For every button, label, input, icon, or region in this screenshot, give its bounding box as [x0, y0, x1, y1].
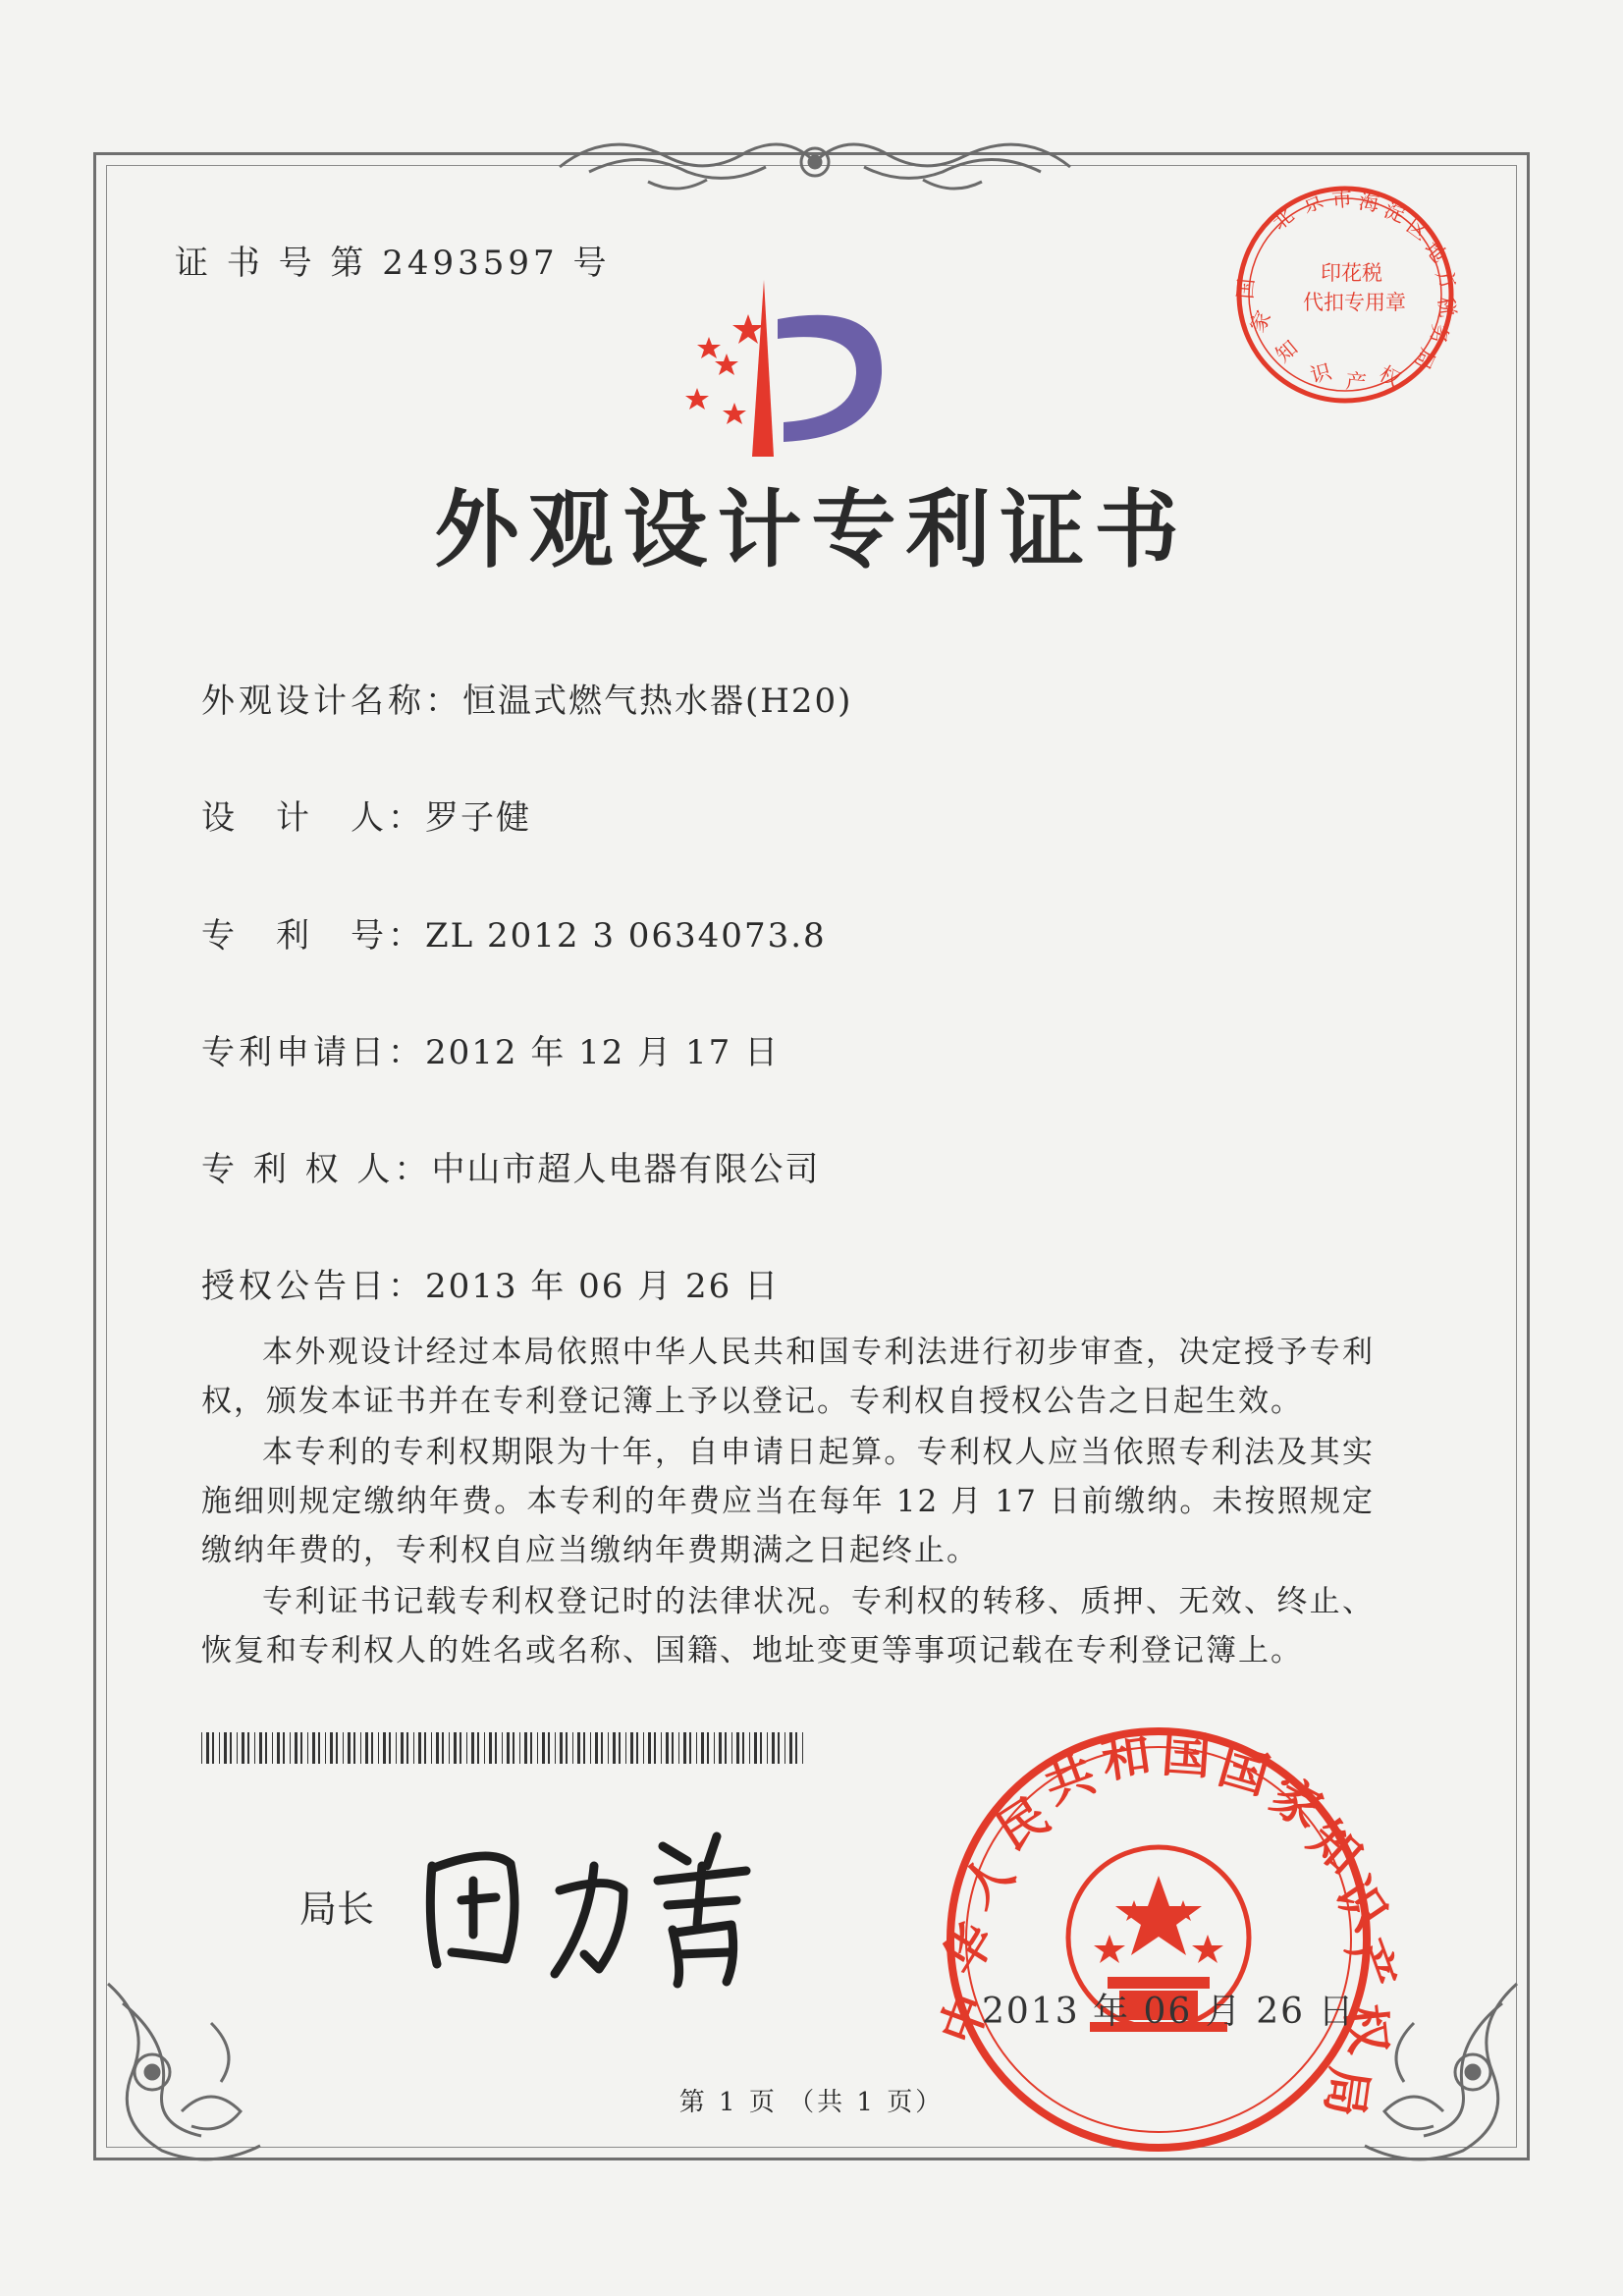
barcode-bar: [560, 1732, 563, 1764]
barcode-bar: [424, 1732, 426, 1764]
barcode-bar: [672, 1732, 674, 1764]
svg-text:共: 共: [1037, 1744, 1104, 1816]
barcode-bar: [754, 1732, 757, 1764]
svg-text:知: 知: [1297, 1809, 1373, 1886]
barcode-bar: [418, 1732, 421, 1764]
field-value: ZL 2012 3 0634073.8: [425, 916, 827, 956]
barcode-bar: [507, 1732, 510, 1764]
svg-text:知: 知: [1271, 335, 1303, 367]
svg-text:代扣专用章: 代扣专用章: [1303, 291, 1406, 314]
seal-date: 2013 年 06 月 26 日: [982, 1992, 1356, 2032]
barcode-bar: [431, 1732, 432, 1764]
barcode-bar: [719, 1732, 722, 1764]
barcode-bar: [312, 1732, 315, 1764]
barcode-bar: [495, 1732, 497, 1764]
barcode-bar: [524, 1732, 527, 1764]
field-value: 罗子健: [425, 798, 531, 838]
barcode-bar: [654, 1732, 656, 1764]
field-grant-date: [201, 1259, 780, 1307]
svg-text:市: 市: [1330, 187, 1354, 212]
barcode-bar: [572, 1732, 573, 1764]
svg-text:家: 家: [1261, 1766, 1331, 1840]
svg-text:海: 海: [1357, 190, 1381, 216]
field-label: 授权公告日：: [201, 1267, 425, 1306]
barcode-bar: [613, 1732, 616, 1764]
director-signature-icon: [412, 1807, 785, 1994]
svg-text:权: 权: [1335, 2001, 1397, 2056]
barcode-bar: [555, 1732, 556, 1764]
svg-text:国: 国: [1212, 1736, 1275, 1806]
barcode-bar: [389, 1732, 391, 1764]
barcode-bar: [683, 1732, 686, 1764]
svg-text:识: 识: [1308, 359, 1334, 388]
tax-stamp-seal-icon: [1232, 182, 1462, 408]
barcode-bar: [502, 1732, 503, 1764]
svg-text:税: 税: [1434, 295, 1460, 319]
barcode-bar: [325, 1732, 326, 1764]
barcode-bar: [436, 1732, 439, 1764]
barcode-bar: [247, 1732, 249, 1764]
barcode-bar: [401, 1732, 404, 1764]
page-number: 第 1 页 （共 1 页）: [678, 2088, 945, 2117]
barcode-bar: [224, 1732, 227, 1764]
barcode-bar: [489, 1732, 492, 1764]
svg-text:区: 区: [1402, 213, 1434, 246]
field-application-date: [201, 1025, 780, 1073]
barcode-bar: [630, 1732, 633, 1764]
director-label: 局长: [299, 1887, 375, 1931]
barcode-bar: [601, 1732, 603, 1764]
field-label: 专 利 号：: [201, 916, 425, 956]
svg-text:印花税: 印花税: [1321, 261, 1382, 285]
svg-text:识: 识: [1324, 1867, 1399, 1941]
barcode-bar: [254, 1732, 255, 1764]
barcode-bar: [666, 1732, 669, 1764]
body-paragraph: 本专利的专利权期限为十年，自申请日起算。专利权人应当依照专利法及其实施细则规定缴纳年费。本专利的年费应当在每年 12 月 17 日前缴纳。未按照规定缴纳年费的，专利权自应当缴纳年费期满之日起终止。: [201, 1435, 1375, 1568]
barcode-bar: [206, 1732, 209, 1764]
svg-text:和: 和: [1098, 1725, 1156, 1789]
svg-text:淀: 淀: [1380, 197, 1409, 228]
barcode-bar: [300, 1732, 302, 1764]
barcode-bar: [383, 1732, 386, 1764]
patent-office-logo-icon: [658, 260, 913, 471]
barcode-bar: [619, 1732, 621, 1764]
barcode-bar: [537, 1732, 538, 1764]
barcode-bar: [778, 1732, 780, 1764]
barcode-icon: [201, 1732, 810, 1764]
svg-text:国: 国: [1160, 1725, 1214, 1786]
svg-text:产: 产: [1344, 369, 1368, 395]
barcode-bar: [701, 1732, 704, 1764]
barcode-bar: [365, 1732, 368, 1764]
barcode-bar: [707, 1732, 709, 1764]
svg-text:中: 中: [929, 1986, 1001, 2052]
body-paragraph: 专利证书记载专利权登记时的法律状况。专利权的转移、质押、无效、终止、恢复和专利权人的姓名或名称、国籍、地址变更等事项记载在专利登记簿上。: [201, 1584, 1375, 1668]
svg-text:京: 京: [1298, 188, 1327, 218]
svg-text:局: 局: [1315, 2063, 1379, 2120]
barcode-bar: [566, 1732, 568, 1764]
barcode-bar: [330, 1732, 333, 1764]
field-label: 专利申请日：: [201, 1033, 425, 1072]
svg-text:家: 家: [1245, 306, 1276, 337]
barcode-bar: [336, 1732, 338, 1764]
barcode-bar: [749, 1732, 750, 1764]
svg-text:民: 民: [986, 1786, 1059, 1862]
barcode-bar: [513, 1732, 514, 1764]
svg-text:北: 北: [1267, 202, 1299, 235]
svg-text:国: 国: [1233, 277, 1259, 301]
barcode-bar: [648, 1732, 651, 1764]
barcode-bar: [484, 1732, 485, 1764]
barcode-bar: [353, 1732, 355, 1764]
barcode-bar: [283, 1732, 285, 1764]
svg-text:方: 方: [1431, 263, 1462, 294]
field-patentee: [201, 1142, 820, 1190]
barcode-bar: [643, 1732, 644, 1764]
barcode-bar: [678, 1732, 679, 1764]
barcode-bar: [767, 1732, 768, 1764]
barcode-bar: [772, 1732, 775, 1764]
barcode-bar: [265, 1732, 267, 1764]
barcode-bar: [802, 1732, 803, 1764]
field-value: 2012 年 12 月 17 日: [425, 1033, 781, 1072]
barcode-bar: [277, 1732, 280, 1764]
barcode-bar: [530, 1732, 532, 1764]
barcode-bar: [542, 1732, 545, 1764]
barcode-bar: [290, 1732, 291, 1764]
svg-text:人: 人: [949, 1843, 1025, 1919]
barcode-bar: [731, 1732, 732, 1764]
svg-text:华: 华: [931, 1913, 1006, 1986]
barcode-bar: [237, 1732, 238, 1764]
barcode-bar: [696, 1732, 697, 1764]
field-value: 中山市超人电器有限公司: [431, 1150, 821, 1189]
barcode-bar: [519, 1732, 520, 1764]
page-title: 外观设计专利证书: [434, 481, 1189, 579]
barcode-bar: [230, 1732, 232, 1764]
barcode-bar: [318, 1732, 320, 1764]
barcode-bar: [714, 1732, 715, 1764]
barcode-bar: [548, 1732, 550, 1764]
certificate-number: 证 书 号 第 2493597 号: [175, 244, 611, 283]
field-value: 2013 年 06 月 26 日: [425, 1267, 781, 1306]
field-value: 恒温式燃气热水器(H20): [462, 682, 853, 721]
svg-text:地: 地: [1420, 236, 1452, 268]
barcode-bar: [595, 1732, 598, 1764]
barcode-bar: [406, 1732, 408, 1764]
field-label: 设 计 人：: [201, 798, 425, 838]
field-design-name: [201, 674, 852, 722]
barcode-bar: [413, 1732, 414, 1764]
barcode-bar: [360, 1732, 361, 1764]
field-patent-number: [201, 908, 827, 957]
barcode-bar: [795, 1732, 797, 1764]
barcode-bar: [760, 1732, 762, 1764]
barcode-bar: [471, 1732, 474, 1764]
top-ornament-icon: [550, 123, 1080, 201]
svg-text:权: 权: [1375, 361, 1405, 393]
field-label: 外观设计名称：: [201, 682, 462, 721]
barcode-bar: [789, 1732, 792, 1764]
barcode-bar: [577, 1732, 580, 1764]
barcode-bar: [442, 1732, 444, 1764]
barcode-bar: [661, 1732, 662, 1764]
barcode-bar: [466, 1732, 467, 1764]
barcode-bar: [742, 1732, 744, 1764]
barcode-bar: [590, 1732, 591, 1764]
barcode-bar: [689, 1732, 691, 1764]
barcode-bar: [725, 1732, 727, 1764]
barcode-bar: [371, 1732, 373, 1764]
barcode-bar: [343, 1732, 344, 1764]
bottom-left-ornament-icon: [93, 1964, 319, 2170]
barcode-bar: [201, 1732, 202, 1764]
barcode-bar: [460, 1732, 461, 1764]
barcode-bar: [212, 1732, 214, 1764]
barcode-bar: [583, 1732, 585, 1764]
barcode-bar: [307, 1732, 308, 1764]
field-designer: [201, 791, 531, 839]
svg-text:产: 产: [1335, 1932, 1407, 1998]
barcode-bar: [784, 1732, 785, 1764]
field-label: 专 利 权 人：: [201, 1150, 432, 1189]
barcode-bar: [625, 1732, 626, 1764]
body-paragraph: 本外观设计经过本局依照中华人民共和国专利法进行初步审查，决定授予专利权，颁发本证书并在专利登记簿上予以登记。专利权自授权公告之日起生效。: [201, 1335, 1375, 1419]
barcode-bar: [477, 1732, 479, 1764]
barcode-bar: [295, 1732, 298, 1764]
barcode-bar: [736, 1732, 739, 1764]
barcode-bar: [396, 1732, 397, 1764]
barcode-bar: [449, 1732, 450, 1764]
svg-text:局: 局: [1409, 344, 1440, 374]
barcode-bar: [242, 1732, 244, 1764]
barcode-bar: [272, 1732, 273, 1764]
svg-text:务: 务: [1426, 322, 1452, 347]
barcode-bar: [348, 1732, 351, 1764]
barcode-bar: [219, 1732, 220, 1764]
barcode-bar: [454, 1732, 457, 1764]
barcode-bar: [378, 1732, 379, 1764]
barcode-bar: [608, 1732, 609, 1764]
barcode-bar: [259, 1732, 262, 1764]
barcode-bar: [636, 1732, 638, 1764]
